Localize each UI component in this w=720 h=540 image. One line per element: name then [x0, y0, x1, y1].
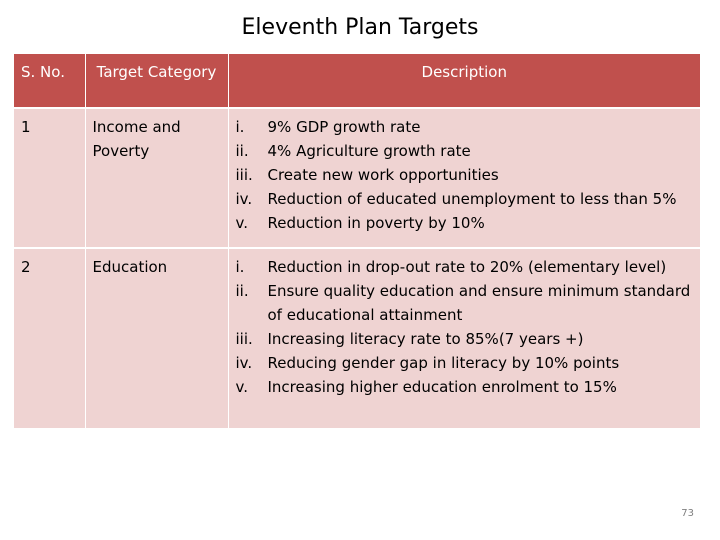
- targets-table: [14, 54, 700, 428]
- list-item: [236, 163, 694, 187]
- page-title: Eleventh Plan Targets: [241, 15, 479, 40]
- item-number: iii.: [235, 330, 253, 348]
- list-item: [236, 139, 694, 163]
- target-category-cell: Income and Poverty: [85, 108, 228, 248]
- column-header-target-category: Target Category: [85, 54, 228, 108]
- item-text: Increasing literacy rate to 85%(7 years +): [267, 330, 584, 348]
- list-item: [236, 115, 694, 139]
- list-item: [236, 351, 694, 375]
- list-item: [236, 187, 694, 211]
- description-cell: [228, 108, 700, 248]
- target-category-cell: Education: [85, 248, 228, 428]
- item-text: Ensure quality education and ensure minimum standard of educational attainment: [267, 282, 691, 324]
- list-item: [236, 279, 694, 327]
- item-number: iv.: [235, 190, 253, 208]
- item-number: iv.: [235, 354, 253, 372]
- item-text: Increasing higher education enrolment to 15%: [267, 378, 617, 396]
- item-text: Create new work opportunities: [267, 166, 499, 184]
- list-item: [236, 211, 694, 235]
- table-row: [14, 108, 700, 248]
- column-header-s-no: S. No.: [14, 54, 85, 108]
- item-number: v.: [235, 214, 248, 232]
- item-text: Reduction of educated unemployment to less than 5%: [267, 190, 677, 208]
- list-item: [236, 375, 694, 399]
- item-text: 4% Agriculture growth rate: [267, 142, 471, 160]
- table-header-row: [14, 54, 700, 108]
- item-text: Reducing gender gap in literacy by 10% points: [267, 354, 620, 372]
- item-text: Reduction in poverty by 10%: [267, 214, 485, 232]
- target-list: [236, 255, 694, 399]
- item-number: v.: [235, 378, 248, 396]
- serial-number-cell: 1: [14, 108, 85, 248]
- item-text: Reduction in drop-out rate to 20% (elementary level): [267, 258, 667, 276]
- item-number: iii.: [235, 166, 253, 184]
- item-text: 9% GDP growth rate: [267, 118, 421, 136]
- item-number: i.: [235, 118, 245, 136]
- list-item: [236, 327, 694, 351]
- page-number: 73: [681, 508, 694, 519]
- target-list: [236, 115, 694, 235]
- serial-number-cell: 2: [14, 248, 85, 428]
- description-cell: [228, 248, 700, 428]
- item-number: ii.: [235, 142, 249, 160]
- item-number: i.: [235, 258, 245, 276]
- table-row: [14, 248, 700, 428]
- item-number: ii.: [235, 282, 249, 300]
- column-header-description: Description: [228, 54, 700, 108]
- list-item: [236, 255, 694, 279]
